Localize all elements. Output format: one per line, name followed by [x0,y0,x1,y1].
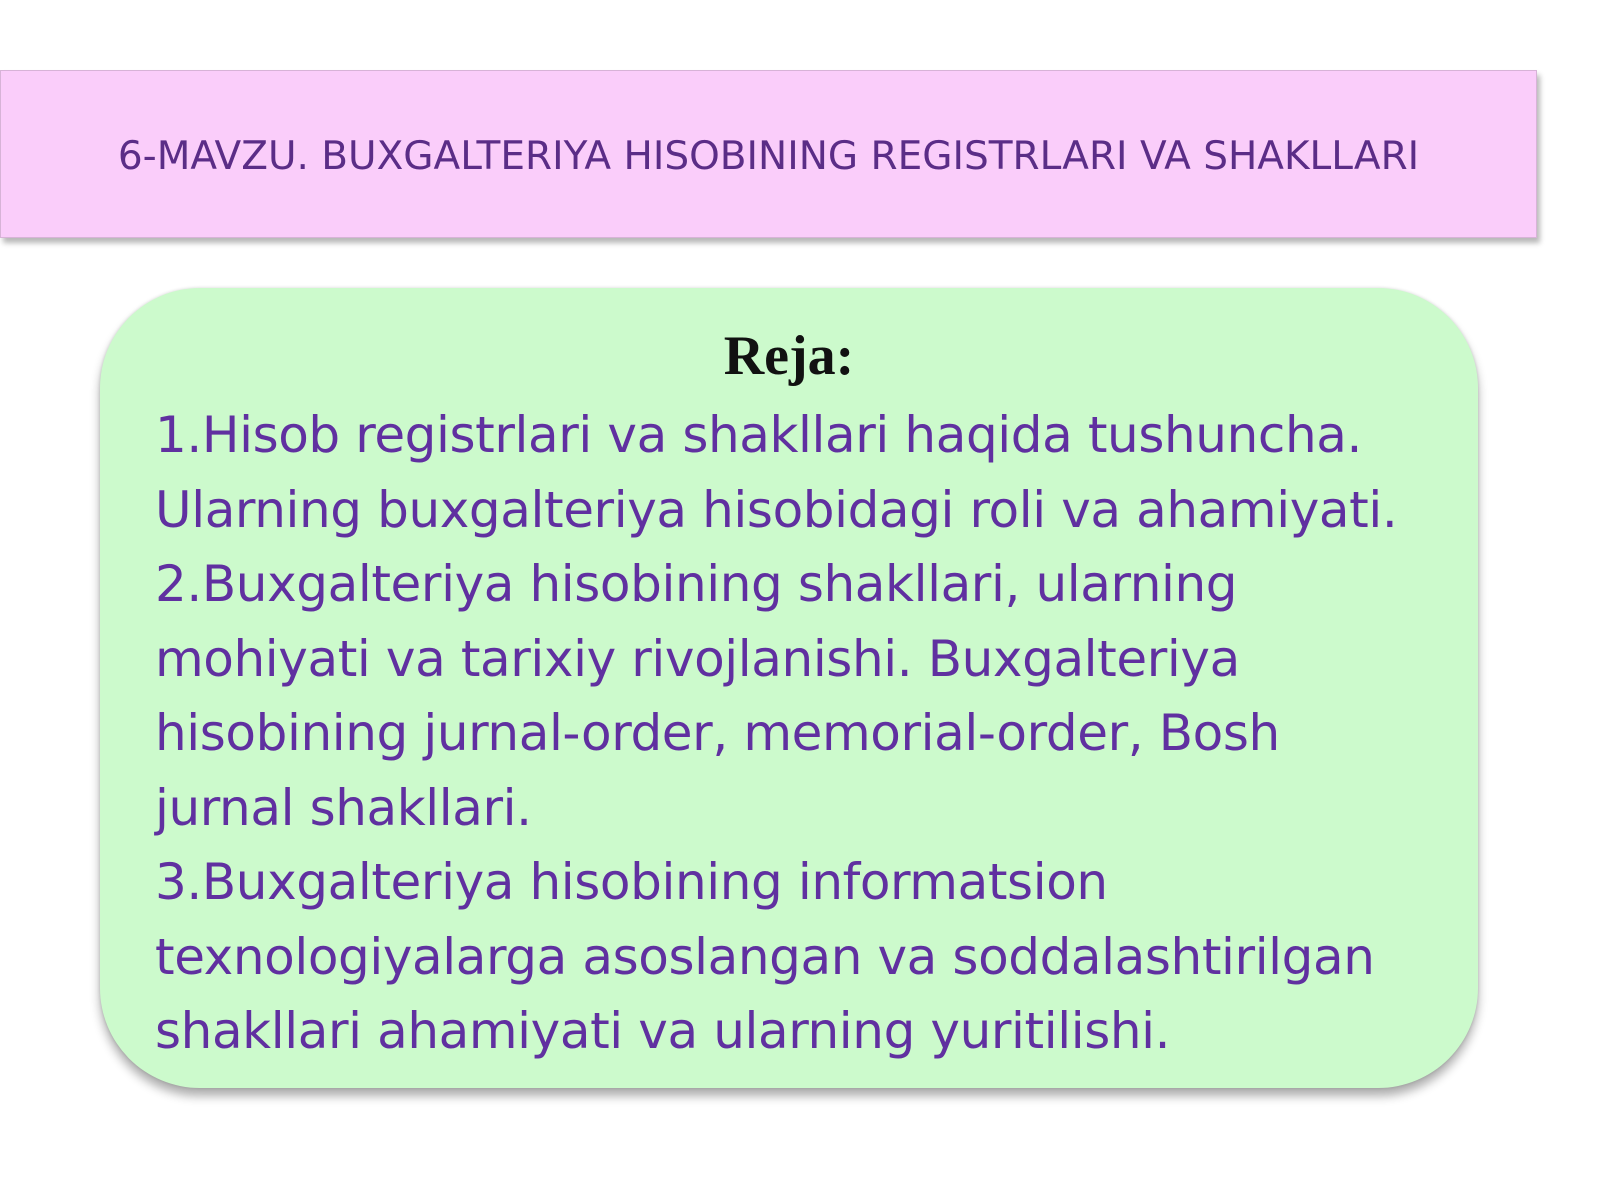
plan-line: shakllari ahamiyati va ularning yuritilishi. [155,1002,1171,1060]
plan-line: mohiyati va tarixiy rivojlanishi. Buxgalteriya [155,629,1240,688]
slide-title: 6-MAVZU. BUXGALTERIYA HISOBINING REGISTRLARI VA SHAKLLARI [117,133,1420,179]
plan-line: Ularning buxgalteriya hisobidagi roli va ahamiyati. [155,480,1398,539]
plan-box [100,288,1478,1088]
plan-line: jurnal shakllari. [155,778,532,837]
plan-list [155,398,1455,1069]
plan-line: 3.Buxgalteriya hisobining informatsion [155,853,1108,911]
plan-heading [100,324,1478,388]
plan-line: texnologiyalarga asoslangan va soddalashtirilgan [155,927,1375,986]
plan-line: hisobining jurnal-order, memorial-order, Bosh [155,704,1280,762]
plan-line: 2.Buxgalteriya hisobining shakllari, ularning [155,555,1238,613]
title-banner [0,70,1537,238]
plan-line: 1.Hisob registrlari va shakllari haqida tushuncha. [155,406,1362,464]
plan-heading-text: Reja: [723,325,855,387]
